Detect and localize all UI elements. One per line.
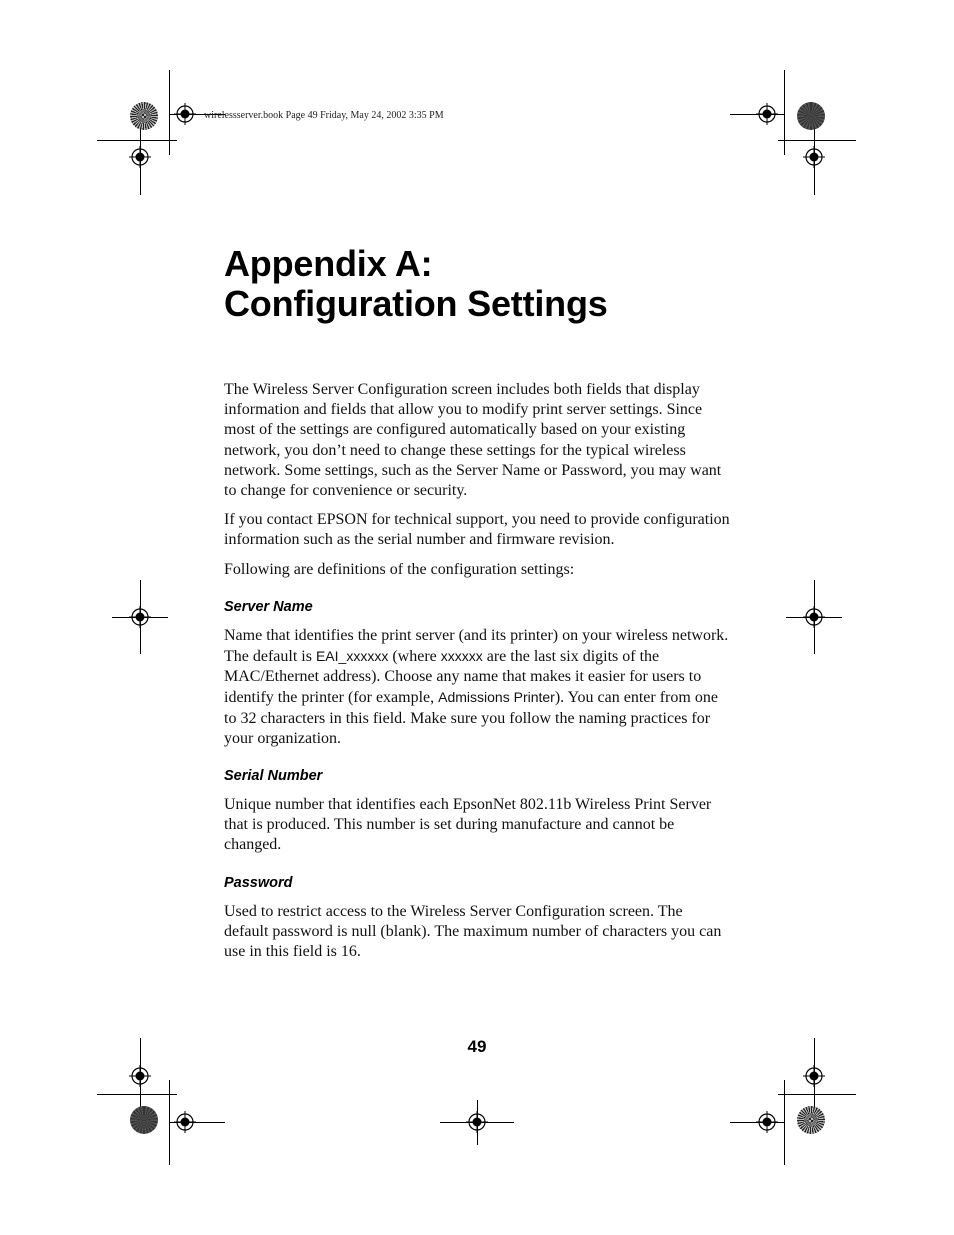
- page-number: 49: [467, 1037, 487, 1056]
- text-run: (where: [388, 648, 441, 666]
- text-run: ). You can enter from one to 32 characters in this field. Make sure you follow the naming practices for your organization.: [224, 689, 718, 747]
- title-line-2: Configuration Settings: [224, 283, 608, 324]
- body-content: [224, 380, 730, 971]
- registration-mark-icon: [174, 1111, 196, 1133]
- registration-mark-icon: [129, 606, 151, 628]
- code-digits: xxxxxx: [440, 648, 483, 665]
- star-target-icon: [130, 1106, 158, 1134]
- registration-mark-icon: [756, 1111, 778, 1133]
- registration-mark-icon: [803, 1065, 825, 1087]
- server-name-description: [224, 626, 730, 749]
- registration-mark-icon: [174, 103, 196, 125]
- registration-mark-icon: [803, 146, 825, 168]
- text-run: are the last six digits of the MAC/Ethernet address). Choose any name that makes it easier for users to identify the printer (for example,: [224, 648, 702, 707]
- intro-paragraph: If you contact EPSON for technical support, you need to provide configuration information such as the serial number and firmware revision.: [224, 511, 730, 549]
- star-target-icon: [130, 102, 158, 130]
- code-example-name: Admissions Printer: [438, 689, 555, 706]
- intro-paragraph: Following are definitions of the configuration settings:: [224, 560, 575, 578]
- password-heading: Password: [224, 874, 293, 891]
- star-target-icon: [797, 102, 825, 130]
- registration-mark-icon: [803, 606, 825, 628]
- star-target-icon: [797, 1106, 825, 1134]
- title-line-1: Appendix A:: [224, 243, 433, 284]
- registration-mark-icon: [129, 146, 151, 168]
- registration-mark-icon: [756, 103, 778, 125]
- text-run: Name that identifies the print server (and its printer) on your wireless network. The default is: [224, 626, 729, 666]
- serial-number-heading: Serial Number: [224, 768, 323, 785]
- slug-line: wirelessserver.book Page 49 Friday, May 24, 2002 3:35 PM: [204, 110, 444, 121]
- intro-paragraph: The Wireless Server Configuration screen includes both fields that display information and fields that allow you to modify print server settings. Since most of the settings are configured automatically based on your existing network, you don’t need to change these settings for the typical wireless network. Some settings, such as the Server Name or Password, you may want to change for convenience or security.: [224, 381, 722, 500]
- registration-mark-icon: [466, 1111, 488, 1133]
- server-name-heading: Server Name: [224, 598, 313, 615]
- code-default-name: EAI_xxxxxx: [315, 648, 389, 665]
- page-title: [224, 244, 608, 324]
- password-description: Used to restrict access to the Wireless Server Configuration screen. The default password is null (blank). The maximum number of characters you can use in this field is 16.: [224, 902, 722, 961]
- serial-number-description: Unique number that identifies each EpsonNet 802.11b Wireless Print Server that is produced. This number is set during manufacture and cannot be changed.: [224, 796, 712, 854]
- registration-mark-icon: [129, 1065, 151, 1087]
